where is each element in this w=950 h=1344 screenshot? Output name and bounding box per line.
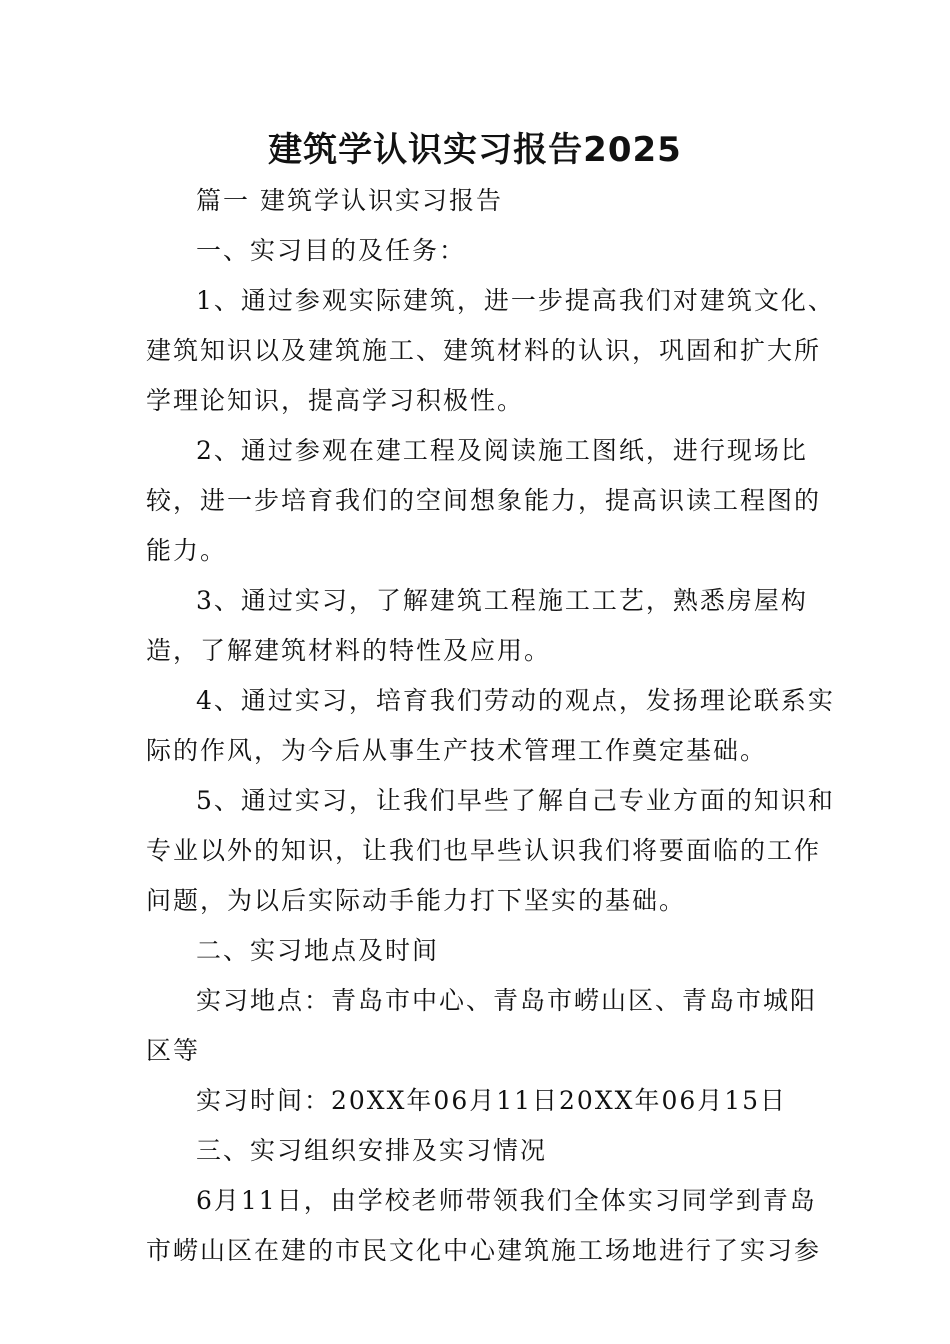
paragraph: 篇一 建筑学认识实习报告 (196, 186, 503, 215)
paragraph: 三、实习组织安排及实习情况 (196, 1136, 548, 1165)
paragraph: 1、通过参观实际建筑，进一步提高我们对建筑文化、建筑知识以及建筑施工、建筑材料的认识，巩固和扩大所学理论知识，提高学习积极性。 (146, 286, 835, 415)
document-body (146, 176, 836, 1276)
document-title: 建筑学认识实习报告2025 (268, 130, 682, 170)
paragraph: 实习时间：20XX年06月11日20XX年06月15日 (196, 1086, 788, 1115)
paragraph: 实习地点：青岛市中心、青岛市崂山区、青岛市城阳区等 (146, 986, 818, 1065)
paragraph: 5、通过实习，让我们早些了解自己专业方面的知识和专业以外的知识，让我们也早些认识我们将要面临的工作问题，为以后实际动手能力打下坚实的基础。 (146, 786, 835, 915)
paragraph: 一、实习目的及任务： (196, 236, 467, 265)
paragraph: 6月11日，由学校老师带领我们全体实习同学到青岛市崂山区在建的市民文化中心建筑施工场地进行了实习参 (146, 1186, 822, 1265)
paragraph: 二、实习地点及时间 (196, 936, 440, 965)
paragraph: 3、通过实习，了解建筑工程施工工艺，熟悉房屋构造，了解建筑材料的特性及应用。 (146, 586, 808, 665)
paragraph: 4、通过实习，培育我们劳动的观点，发扬理论联系实际的作风，为今后从事生产技术管理工作奠定基础。 (146, 686, 835, 765)
paragraph: 2、通过参观在建工程及阅读施工图纸，进行现场比较，进一步培育我们的空间想象能力，提高识读工程图的能力。 (146, 436, 822, 565)
